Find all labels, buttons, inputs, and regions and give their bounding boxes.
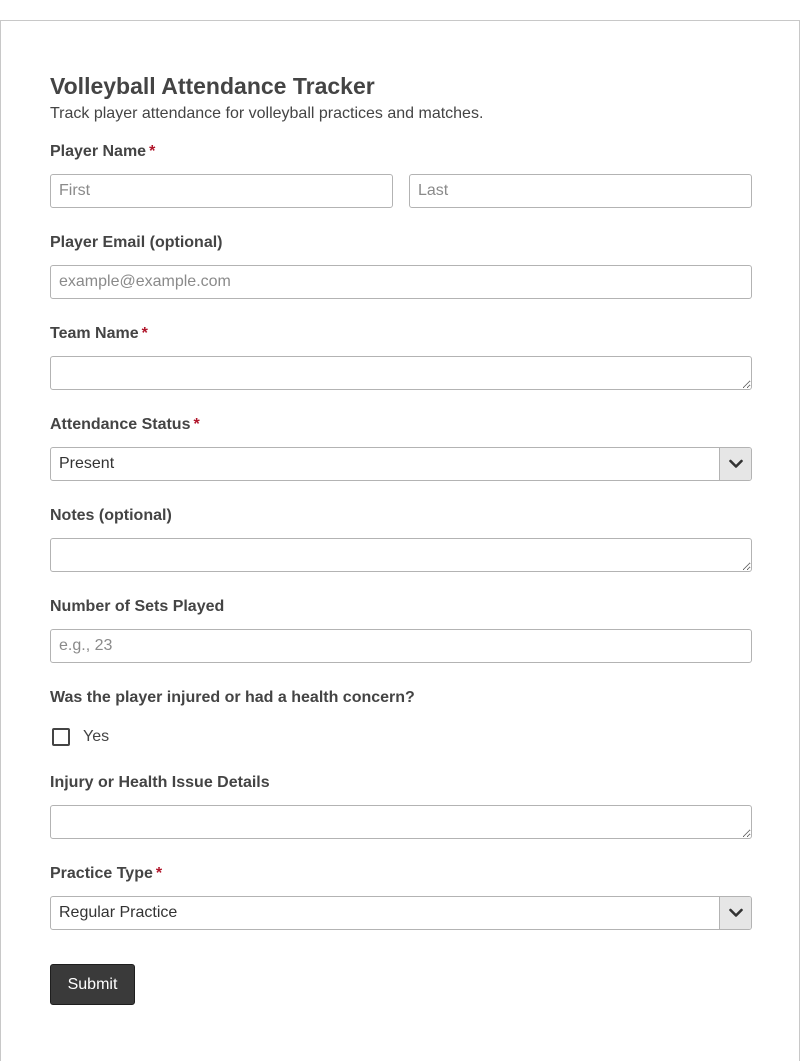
- required-mark: *: [193, 416, 200, 433]
- injury-details-label: Injury or Health Issue Details: [50, 774, 270, 791]
- first-name-input[interactable]: [50, 174, 393, 208]
- attendance-status-select[interactable]: [50, 447, 752, 481]
- sets-played-label: Number of Sets Played: [50, 598, 225, 615]
- team-name-label: [50, 325, 148, 343]
- practice-type-value: Regular Practice: [59, 904, 178, 921]
- practice-type-label: [50, 865, 162, 883]
- practice-type-label-text: Practice Type: [50, 865, 153, 882]
- player-email-label: Player Email (optional): [50, 234, 223, 251]
- form-card: [0, 20, 800, 1061]
- injury-details-textarea[interactable]: [50, 805, 752, 839]
- notes-label: Notes (optional): [50, 507, 172, 524]
- last-name-input[interactable]: [409, 174, 752, 208]
- notes-textarea[interactable]: [50, 538, 752, 572]
- submit-button[interactable]: Submit: [50, 964, 135, 1005]
- sets-played-input[interactable]: [50, 629, 752, 663]
- injury-yes-label: Yes: [83, 728, 110, 745]
- form-title: Volleyball Attendance Tracker: [50, 73, 375, 99]
- chevron-down-icon[interactable]: [719, 448, 751, 480]
- attendance-status-label: [50, 416, 200, 434]
- injury-yes-checkbox[interactable]: [52, 728, 70, 746]
- chevron-down-icon[interactable]: [719, 897, 751, 929]
- team-name-label-text: Team Name: [50, 325, 139, 342]
- player-name-label-text: Player Name: [50, 143, 147, 160]
- player-name-label: [50, 143, 155, 161]
- required-mark: *: [149, 143, 156, 160]
- practice-type-select[interactable]: [50, 896, 752, 930]
- attendance-status-value: Present: [59, 455, 115, 472]
- form-subtitle: Track player attendance for volleyball practices and matches.: [50, 105, 484, 122]
- attendance-status-label-text: Attendance Status: [50, 416, 191, 433]
- required-mark: *: [141, 325, 148, 342]
- injury-yes-option[interactable]: [50, 728, 109, 746]
- injury-question-label: Was the player injured or had a health concern?: [50, 689, 415, 706]
- player-email-input[interactable]: [50, 265, 752, 299]
- team-name-textarea[interactable]: [50, 356, 752, 390]
- required-mark: *: [155, 865, 163, 882]
